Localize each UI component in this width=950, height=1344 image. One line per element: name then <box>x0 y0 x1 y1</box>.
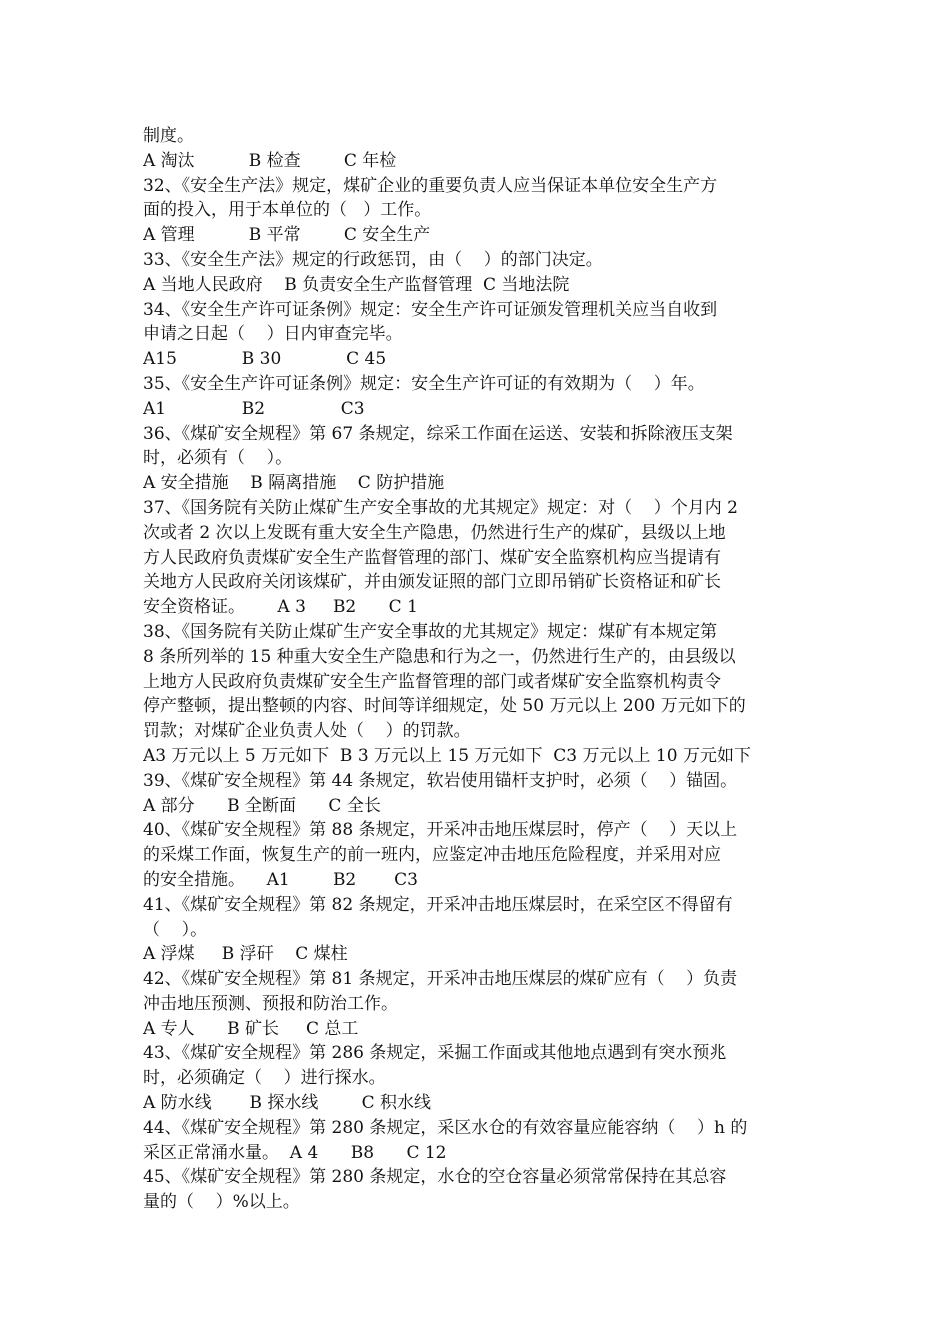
answer-options: A 部分 B 全断面 C 全长 <box>143 795 381 816</box>
answer-options: 的安全措施。 A1 B2 C3 <box>143 869 418 890</box>
answer-options: A 浮煤 B 浮矸 C 煤柱 <box>143 944 348 965</box>
question-32: 32、《安全生产法》规定，煤矿企业的重要负责人应当保证本单位安全生产方 <box>143 175 718 196</box>
answer-options: A 淘汰 B 检查 C 年检 <box>143 150 397 171</box>
text-line: 停产整顿，提出整顿的内容、时间等详细规定，处 50 万元以上 200 万元如下的 <box>143 696 746 717</box>
text-line: 方人民政府负责煤矿安全生产监督管理的部门、煤矿安全监察机构应当提请有 <box>143 547 721 568</box>
question-35: 35、《安全生产许可证条例》规定：安全生产许可证的有效期为（ ）年。 <box>143 373 705 394</box>
question-36: 36、《煤矿安全规程》第 67 条规定，综采工作面在运送、安装和拆除液压支架 <box>143 423 733 444</box>
question-43: 43、《煤矿安全规程》第 286 条规定，采掘工作面或其他地点遇到有突水预兆 <box>143 1043 727 1064</box>
text-line: 量的（ ）%以上。 <box>143 1192 300 1213</box>
answer-options: A15 B 30 C 45 <box>143 349 387 370</box>
text-line: （ ）。 <box>143 919 208 940</box>
text-line: 关地方人民政府关闭该煤矿，并由颁发证照的部门立即吊销矿长资格证和矿长 <box>143 572 721 593</box>
answer-options: 采区正常涌水量。 A 4 B8 C 12 <box>143 1142 447 1163</box>
text-line: 罚款；对煤矿企业负责人处（ ）的罚款。 <box>143 721 471 742</box>
question-37: 37、《国务院有关防止煤矿生产安全事故的尤其规定》规定：对（ ）个月内 2 <box>143 497 738 518</box>
answer-options: A 防水线 B 探水线 C 积水线 <box>143 1093 432 1114</box>
answer-options: A3 万元以上 5 万元如下 B 3 万元以上 15 万元如下 C3 万元以上 10 万元如下 <box>143 745 751 766</box>
text-line: 上地方人民政府负责煤矿安全生产监督管理的部门或者煤矿安全监察机构责令 <box>143 671 721 692</box>
question-39: 39、《煤矿安全规程》第 44 条规定，软岩使用锚杆支护时，必须（ ）锚固。 <box>143 770 738 791</box>
text-line: 8 条所列举的 15 种重大安全生产隐患和行为之一，仍然进行生产的，由县级以 <box>143 646 736 667</box>
answer-options: 安全资格证。 A 3 B2 C 1 <box>143 597 418 618</box>
answer-options: A 专人 B 矿长 C 总工 <box>143 1018 359 1039</box>
text-line: 时，必须有（ ）。 <box>143 448 293 469</box>
text-line: 冲击地压预测、预报和防治工作。 <box>143 993 398 1014</box>
answer-options: A 管理 B 平常 C 安全生产 <box>143 225 431 246</box>
text-line: 时，必须确定（ ）进行探水。 <box>143 1068 386 1089</box>
text-line: 面的投入，用于本单位的（ ）工作。 <box>143 200 432 221</box>
question-34: 34、《安全生产许可证条例》规定：安全生产许可证颁发管理机关应当自收到 <box>143 299 718 320</box>
answer-options: A 当地人民政府 B 负责安全生产监督管理 C 当地法院 <box>143 274 570 295</box>
question-45: 45、《煤矿安全规程》第 280 条规定，水仓的空仓容量必须常常保持在其总容 <box>143 1167 727 1188</box>
question-33: 33、《安全生产法》规定的行政惩罚，由（ ）的部门决定。 <box>143 249 603 270</box>
text-line: 申请之日起（ ）日内审查完毕。 <box>143 324 403 345</box>
question-44: 44、《煤矿安全规程》第 280 条规定，采区水仓的有效容量应能容纳（ ）h 的 <box>143 1117 748 1138</box>
question-42: 42、《煤矿安全规程》第 81 条规定，开采冲击地压煤层的煤矿应有（ ）负责 <box>143 969 738 990</box>
question-38: 38、《国务院有关防止煤矿生产安全事故的尤其规定》规定：煤矿有本规定第 <box>143 621 718 642</box>
text-line: 制度。 <box>143 126 194 146</box>
text-line: 次或者 2 次以上发既有重大安全生产隐患，仍然进行生产的煤矿，县级以上地 <box>143 522 726 543</box>
question-40: 40、《煤矿安全规程》第 88 条规定，开采冲击地压煤层时，停产（ ）天以上 <box>143 820 738 841</box>
question-41: 41、《煤矿安全规程》第 82 条规定，开采冲击地压煤层时，在采空区不得留有 <box>143 894 733 915</box>
answer-options: A 安全措施 B 隔离措施 C 防护措施 <box>143 473 445 494</box>
answer-options: A1 B2 C3 <box>143 398 365 419</box>
document-body <box>143 124 808 1215</box>
text-line: 的采煤工作面，恢复生产的前一班内，应鉴定冲击地压危险程度，并采用对应 <box>143 845 721 866</box>
